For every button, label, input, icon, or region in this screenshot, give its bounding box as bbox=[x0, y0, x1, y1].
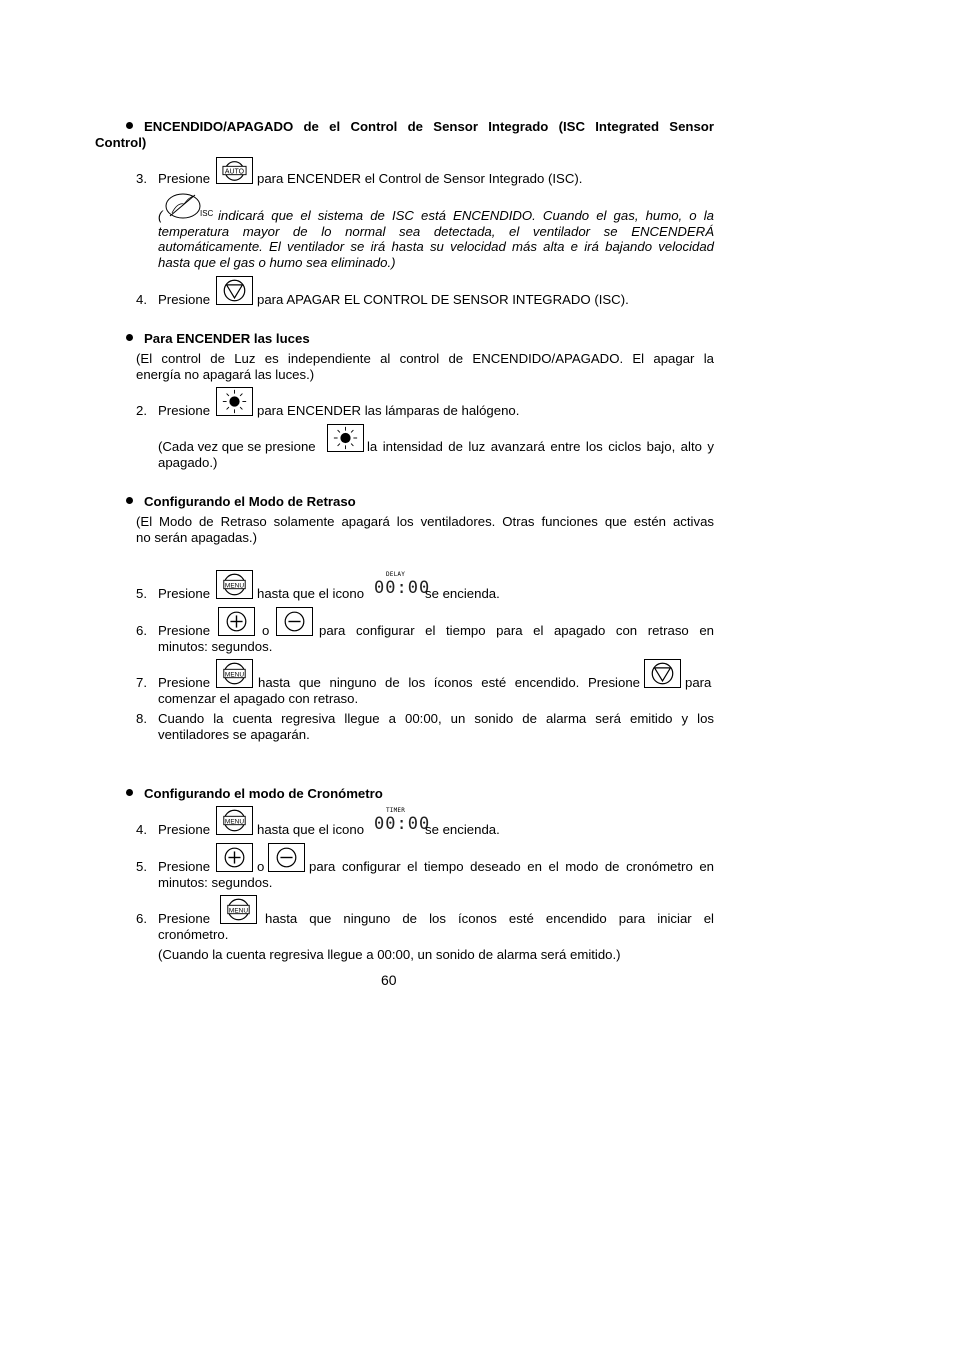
luces-item2-pre: Presione bbox=[158, 403, 211, 418]
crono-item5-line2: minutos: segundos. bbox=[158, 875, 273, 890]
delay-display-digits: 00:00 bbox=[374, 578, 431, 598]
light-button-icon[interactable] bbox=[327, 424, 364, 452]
menu-button-icon[interactable] bbox=[220, 895, 257, 924]
luces-intro-line2: energía no apagará las luces.) bbox=[136, 367, 315, 382]
minus-button-icon[interactable] bbox=[276, 607, 313, 636]
retraso-item7-number: 7. bbox=[136, 675, 147, 690]
isc-note-line4: hasta que el gas o humo sea eliminado.) bbox=[158, 255, 396, 270]
crono-item4-post: se encienda. bbox=[425, 822, 500, 837]
auto-button-icon[interactable] bbox=[216, 157, 253, 184]
crono-note: (Cuando la cuenta regresiva llegue a 00:00, un sonido de alarma será emitido.) bbox=[158, 947, 621, 962]
delay-display-label: DELAY bbox=[386, 571, 406, 578]
isc-note-line1: indicará que el sistema de ISC está ENCENDIDO. Cuando el gas, humo, o la bbox=[218, 208, 714, 223]
retraso-item8-line2: ventiladores se apagarán. bbox=[158, 727, 310, 742]
retraso-item5-post: se encienda. bbox=[425, 586, 500, 601]
crono-item6-number: 6. bbox=[136, 911, 147, 926]
crono-item6-line2: cronómetro. bbox=[158, 927, 229, 942]
crono-heading-text: Configurando el modo de Cronómetro bbox=[144, 786, 383, 801]
crono-item4-mid: hasta que el icono bbox=[257, 822, 365, 837]
isc-item3-pre: Presione bbox=[158, 171, 211, 186]
retraso-item6-line2: minutos: segundos. bbox=[158, 639, 273, 654]
retraso-item6-post: para configurar el tiempo para el apagado con retraso en bbox=[319, 623, 714, 638]
plus-button-icon[interactable] bbox=[218, 607, 255, 636]
luces-note-post: la intensidad de luz avanzará entre los ciclos bajo, alto y bbox=[367, 439, 714, 454]
menu-button-icon[interactable] bbox=[216, 806, 253, 835]
crono-item5-pre: Presione bbox=[158, 859, 211, 874]
isc-heading-line1: ENCENDIDO/APAGADO de el Control de Sensor Integrado (ISC Integrated Sensor bbox=[144, 119, 714, 134]
isc-item4-number: 4. bbox=[136, 292, 147, 307]
plus-button-icon[interactable] bbox=[216, 843, 253, 872]
bullet-icon bbox=[126, 789, 133, 796]
retraso-intro-line2: no serán apagadas.) bbox=[136, 530, 257, 545]
isc-item3-number: 3. bbox=[136, 171, 147, 186]
isc-note-line2: temperatura mayor de lo normal sea detectada, el ventilador se ENCENDERÁ bbox=[158, 224, 714, 239]
retraso-item8-line1: Cuando la cuenta regresiva llegue a 00:00, un sonido de alarma será emitido y los bbox=[158, 711, 714, 726]
retraso-item6-number: 6. bbox=[136, 623, 147, 638]
isc-fan-label: ISC bbox=[200, 209, 214, 218]
crono-item5-post: para configurar el tiempo deseado en el modo de cronómetro en bbox=[309, 859, 714, 874]
retraso-item7-line2: comenzar el apagado con retraso. bbox=[158, 691, 359, 706]
isc-note-line3: automáticamente. El ventilador se irá hasta su velocidad más alta e irá bajando velocidad bbox=[158, 239, 714, 254]
menu-button-icon[interactable] bbox=[216, 659, 253, 688]
bullet-icon bbox=[126, 497, 133, 504]
auto-button-label: AUTO bbox=[224, 168, 245, 176]
retraso-item7-pre: Presione bbox=[158, 675, 211, 690]
timer-display-digits: 00:00 bbox=[374, 814, 431, 834]
retraso-item5-mid: hasta que el icono bbox=[257, 586, 365, 601]
crono-item4-number: 4. bbox=[136, 822, 147, 837]
light-button-icon[interactable] bbox=[216, 387, 253, 416]
menu-button-label: MENU bbox=[224, 818, 245, 826]
crono-item5-number: 5. bbox=[136, 859, 147, 874]
page-number: 60 bbox=[381, 972, 397, 988]
timer-display-icon bbox=[374, 807, 431, 837]
menu-button-label: MENU bbox=[228, 907, 249, 915]
crono-heading bbox=[126, 786, 383, 802]
power-off-button-icon[interactable] bbox=[644, 659, 681, 688]
luces-note-pre: (Cada vez que se presione bbox=[158, 439, 316, 454]
auto-button-glyph bbox=[217, 158, 252, 183]
luces-item2-post: para ENCENDER las lámparas de halógeno. bbox=[257, 403, 520, 418]
luces-heading-text: Para ENCENDER las luces bbox=[144, 331, 310, 346]
luces-intro-line1: (El control de Luz es independiente al control de ENCENDIDO/APAGADO. El apagar la bbox=[136, 351, 714, 366]
luces-note-line2: apagado.) bbox=[158, 455, 218, 470]
retraso-heading-text: Configurando el Modo de Retraso bbox=[144, 494, 356, 509]
timer-display-label: TIMER bbox=[386, 807, 406, 814]
menu-button-label: MENU bbox=[224, 582, 245, 590]
isc-note-open: ( bbox=[158, 208, 163, 223]
retraso-heading bbox=[126, 494, 356, 510]
luces-item2-number: 2. bbox=[136, 403, 147, 418]
menu-button-icon[interactable] bbox=[216, 570, 253, 599]
crono-item4-pre: Presione bbox=[158, 822, 211, 837]
crono-item6-post: hasta que ninguno de los íconos esté encendido para iniciar el bbox=[265, 911, 714, 926]
isc-heading-line2: Control) bbox=[95, 135, 147, 150]
retraso-item5-number: 5. bbox=[136, 586, 147, 601]
bullet-icon bbox=[126, 334, 133, 341]
luces-heading bbox=[126, 331, 310, 347]
retraso-item7-mid: hasta que ninguno de los íconos esté encendido. Presione bbox=[258, 675, 640, 690]
isc-heading bbox=[126, 119, 714, 135]
delay-display-icon bbox=[374, 571, 431, 601]
retraso-intro-line1: (El Modo de Retraso solamente apagará los ventiladores. Otras funciones que estén activas bbox=[136, 514, 714, 529]
retraso-item7-post: para bbox=[685, 675, 712, 690]
crono-item6-pre: Presione bbox=[158, 911, 211, 926]
menu-button-label: MENU bbox=[224, 671, 245, 679]
isc-item3-post: para ENCENDER el Control de Sensor Integrado (ISC). bbox=[257, 171, 583, 186]
minus-button-icon[interactable] bbox=[268, 843, 305, 872]
isc-item4-pre: Presione bbox=[158, 292, 211, 307]
crono-item5-or: o bbox=[257, 859, 265, 874]
isc-item4-post: para APAGAR EL CONTROL DE SENSOR INTEGRADO (ISC). bbox=[257, 292, 629, 307]
isc-fan-icon bbox=[164, 191, 202, 221]
bullet-icon bbox=[126, 122, 133, 129]
retraso-item6-pre: Presione bbox=[158, 623, 211, 638]
retraso-item5-pre: Presione bbox=[158, 586, 211, 601]
power-off-button-icon[interactable] bbox=[216, 276, 253, 305]
retraso-item8-number: 8. bbox=[136, 711, 147, 726]
retraso-item6-or: o bbox=[262, 623, 270, 638]
